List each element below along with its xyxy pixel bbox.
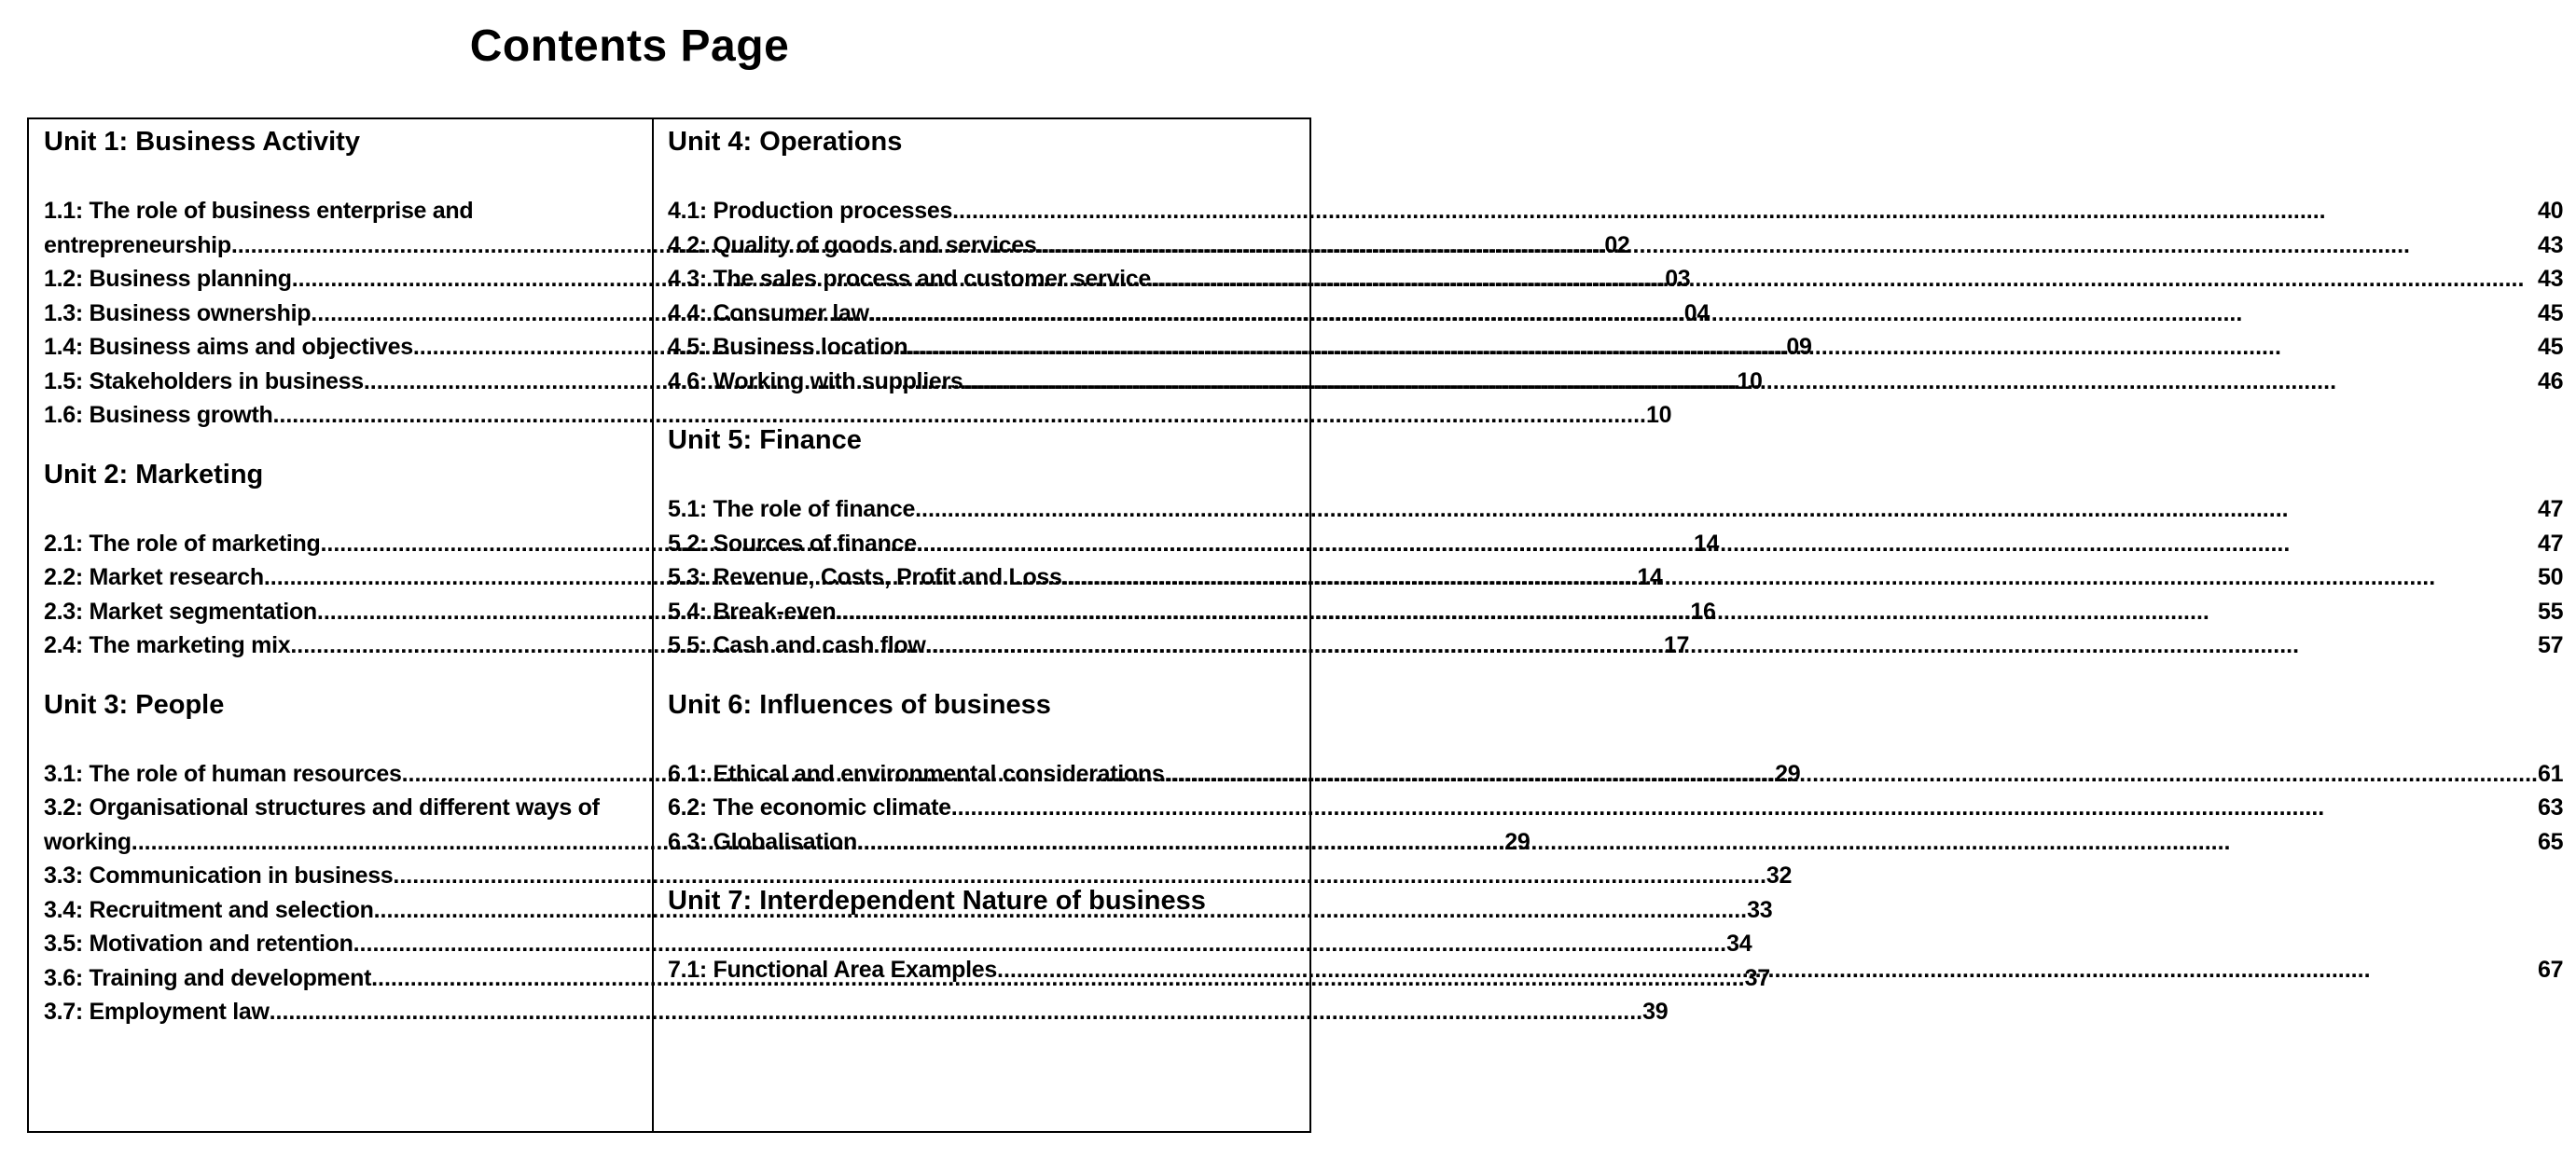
toc-leader-row: [668, 492, 2563, 527]
page-number: 03: [1665, 266, 1691, 292]
page-number: 65: [2538, 828, 2564, 855]
toc-leader-row: [668, 262, 2563, 297]
page-number: 14: [1693, 530, 1720, 557]
page-number: 02: [1604, 231, 1630, 258]
toc-entry-title: 1.3: Business ownership: [44, 299, 312, 326]
page-number: 63: [2538, 794, 2564, 821]
toc-entry-title: 7.1: Functional Area Examples: [668, 957, 997, 983]
page-number: 17: [1663, 632, 1690, 658]
toc-entry[interactable]: [668, 628, 2563, 663]
unit-title: Unit 3: People: [44, 689, 225, 720]
toc-entry-title: 5.3: Revenue, Costs, Profit and Loss: [668, 564, 1062, 590]
page-number: 45: [2538, 299, 2564, 326]
page-number: 47: [2538, 530, 2564, 557]
page-number: 09: [1786, 334, 1812, 360]
toc-leader-row: [668, 953, 2563, 987]
toc-entry-title: 6.2: The economic climate: [668, 794, 951, 821]
toc-entry[interactable]: [44, 859, 1793, 893]
toc-leader-row: [668, 757, 2563, 792]
toc-entry[interactable]: [668, 365, 2563, 399]
page-number: 34: [1726, 931, 1752, 957]
toc-leader-row: [668, 330, 2563, 365]
unit-section: [668, 423, 2563, 663]
dot-leader: [869, 297, 2538, 331]
toc-entry-title: 4.4: Consumer law: [668, 299, 869, 326]
toc-list: [668, 953, 2563, 987]
toc-leader-row: [44, 927, 1752, 961]
page-number: 29: [1504, 828, 1530, 855]
unit-title: Unit 6: Influences of business: [668, 689, 1051, 720]
toc-entry[interactable]: [668, 560, 2563, 595]
toc-leader-row: [668, 228, 2563, 263]
unit-section: [668, 125, 2563, 398]
dot-leader: [951, 791, 2538, 825]
toc-entry-title: 2.4: The marketing mix: [44, 632, 291, 658]
page-number: 61: [2538, 760, 2564, 787]
toc-entry[interactable]: [668, 330, 2563, 365]
unit-title: Unit 1: Business Activity: [44, 127, 360, 157]
toc-entry[interactable]: [44, 995, 1669, 1029]
toc-leader-row: [668, 825, 2563, 860]
toc-entry[interactable]: [668, 194, 2563, 228]
toc-entry-title: 3.1: The role of human resources: [44, 760, 402, 787]
toc-leader-row: [44, 398, 1672, 433]
page-number: 45: [2538, 334, 2564, 360]
toc-entry-title: 6.1: Ethical and environmental considerations: [668, 760, 1165, 787]
dot-leader: [963, 365, 2539, 399]
page-number: 37: [1744, 964, 1770, 991]
toc-entry[interactable]: [668, 757, 2563, 792]
contents-table: [27, 117, 2564, 1133]
toc-entry-title: 5.2: Sources of finance: [668, 530, 917, 557]
dot-leader: [1151, 262, 2538, 297]
page-number: 57: [2538, 632, 2564, 658]
toc-entry-title: 3.6: Training and development: [44, 964, 372, 991]
right-column: [654, 119, 2576, 1131]
toc-entry-title: 4.6: Working with suppliers: [668, 367, 963, 394]
unit-title: Unit 2: Marketing: [44, 459, 264, 490]
toc-entry[interactable]: [668, 595, 2563, 629]
toc-entry-title: 5.4: Break-even: [668, 598, 837, 625]
toc-entry-title: 3.2: Organisational structures and different ways of: [44, 794, 600, 821]
toc-entry-title: 3.7: Employment law: [44, 999, 270, 1025]
toc-leader-row: [668, 791, 2563, 825]
toc-entry[interactable]: [668, 492, 2563, 527]
toc-entry-title: 1.4: Business aims and objectives: [44, 334, 413, 360]
dot-leader: [926, 628, 2538, 663]
page-number: 04: [1683, 299, 1710, 326]
toc-entry-title: 6.3: Globalisation: [668, 828, 857, 855]
toc-entry-title: 4.2: Quality of goods and services: [668, 231, 1037, 258]
toc-leader-row: [668, 194, 2563, 228]
toc-entry-title: 2.3: Market segmentation: [44, 598, 317, 625]
toc-entry-title: 3.4: Recruitment and selection: [44, 896, 374, 923]
toc-entry-title-continued: entrepreneurship: [44, 231, 231, 258]
page-number: 14: [1637, 564, 1663, 590]
page-number: 39: [1642, 999, 1669, 1025]
toc-entry-title: 5.1: The role of finance: [668, 496, 916, 522]
page-number: 40: [2538, 198, 2564, 224]
toc-entry[interactable]: [668, 791, 2563, 825]
unit-section: [668, 688, 2563, 860]
dot-leader: [1164, 757, 2538, 792]
toc-entry-title: 2.2: Market research: [44, 564, 264, 590]
toc-entry-title: 1.6: Business growth: [44, 402, 273, 428]
page-number: 46: [2538, 367, 2564, 394]
dot-leader: [907, 330, 2538, 365]
toc-entry-title: 2.1: The role of marketing: [44, 530, 321, 557]
toc-entry-title: 1.5: Stakeholders in business: [44, 367, 364, 394]
toc-entry-title: 5.5: Cash and cash flow: [668, 632, 926, 658]
page-number: 55: [2538, 598, 2564, 625]
dot-leader: [997, 953, 2538, 987]
dot-leader: [836, 595, 2538, 629]
page-number: 32: [1766, 862, 1793, 889]
toc-leader-row: [668, 560, 2563, 595]
toc-leader-row: [668, 527, 2563, 561]
page-number: 10: [1645, 402, 1672, 428]
toc-entry[interactable]: [668, 297, 2563, 331]
page-number: 33: [1747, 896, 1773, 923]
toc-list: [668, 492, 2563, 663]
dot-leader: [915, 492, 2538, 527]
toc-entry[interactable]: [668, 527, 2563, 561]
toc-leader-row: [668, 628, 2563, 663]
page-number: 50: [2538, 564, 2564, 590]
unit-section: [668, 884, 2563, 987]
page-number: 10: [1737, 367, 1763, 394]
page-number: 16: [1690, 598, 1716, 625]
toc-leader-row: [44, 995, 1669, 1029]
page-number: 43: [2538, 231, 2564, 258]
toc-leader-row: [668, 297, 2563, 331]
unit-title: Unit 4: Operations: [668, 127, 903, 157]
toc-entry-title: 3.3: Communication in business: [44, 862, 394, 889]
dot-leader: [857, 825, 2538, 860]
toc-entry-title: 4.3: The sales process and customer service: [668, 266, 1151, 292]
toc-entry-title: 4.1: Production processes: [668, 198, 953, 224]
toc-entry[interactable]: [44, 927, 1752, 961]
toc-leader-row: [44, 859, 1793, 893]
page-title: Contents Page: [469, 21, 790, 71]
toc-entry-title: 1.2: Business planning: [44, 266, 292, 292]
toc-entry-title: 4.5: Business location: [668, 334, 908, 360]
toc-entry[interactable]: [668, 953, 2563, 987]
toc-leader-row: [668, 365, 2563, 399]
toc-entry-title-continued: working: [44, 828, 132, 855]
dot-leader: [1036, 228, 2538, 263]
toc-entry-title: 3.5: Motivation and retention: [44, 931, 353, 957]
toc-leader-row: [668, 595, 2563, 629]
unit-title: Unit 7: Interdependent Nature of business: [668, 886, 1206, 916]
page-number: 47: [2538, 496, 2564, 522]
dot-leader: [952, 194, 2538, 228]
toc-entry-title: 1.1: The role of business enterprise and: [44, 198, 474, 224]
toc-list: [668, 194, 2563, 398]
page-number: 67: [2538, 957, 2564, 983]
toc-list: [668, 757, 2563, 860]
toc-entry[interactable]: [668, 262, 2563, 297]
toc-entry[interactable]: [44, 398, 1672, 433]
unit-title: Unit 5: Finance: [668, 425, 862, 455]
toc-entry[interactable]: [668, 825, 2563, 860]
toc-entry[interactable]: [668, 228, 2563, 263]
dot-leader: [917, 527, 2538, 561]
page-number: 43: [2538, 266, 2564, 292]
dot-leader: [1062, 560, 2538, 595]
page-number: 29: [1775, 760, 1801, 787]
